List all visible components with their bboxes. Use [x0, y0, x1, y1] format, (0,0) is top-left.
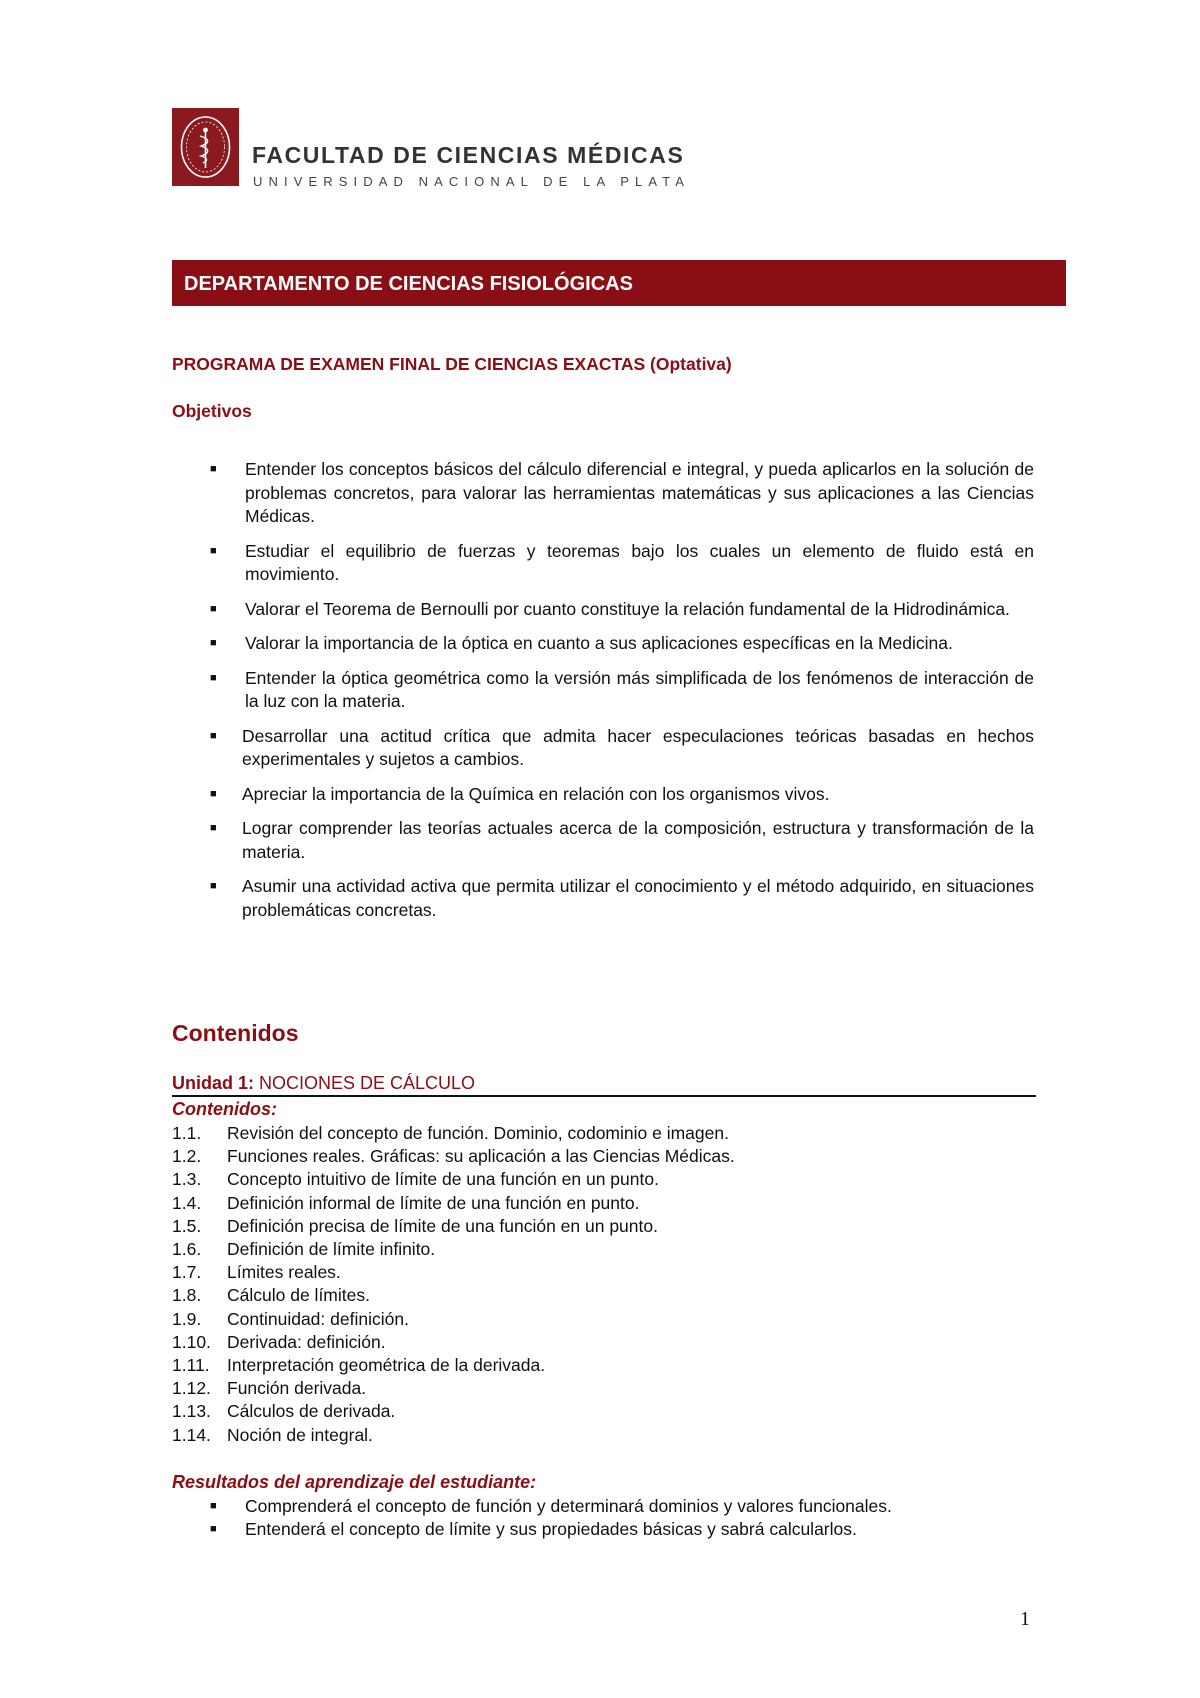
page-number: 1 [1020, 1608, 1030, 1630]
objective-text: Entender la óptica geométrica como la versión más simplificada de los fenómenos de interacción de la luz con la materia. [245, 667, 1034, 711]
faculty-seal-icon [172, 108, 239, 186]
objective-text: Estudiar el equilibrio de fuerzas y teoremas bajo los cuales un elemento de fluido está en movimiento. [245, 540, 1034, 584]
program-title [172, 354, 732, 375]
program-title-main: PROGRAMA DE EXAMEN FINAL DE CIENCIAS EXACTAS [172, 354, 646, 374]
department-banner [172, 260, 1066, 306]
objective-item [172, 598, 1034, 622]
content-row [172, 1331, 735, 1354]
content-number: 1.4. [172, 1192, 202, 1213]
content-text: Cálculos de derivada. [227, 1401, 396, 1422]
content-text: Funciones reales. Gráficas: su aplicación a las Ciencias Médicas. [227, 1146, 735, 1167]
content-number: 1.7. [172, 1262, 202, 1283]
content-number: 1.1. [172, 1123, 202, 1143]
content-text: Derivada: definición. [227, 1331, 386, 1352]
content-row [172, 1424, 735, 1447]
results-list [172, 1495, 892, 1541]
bullet-icon: ■ [210, 637, 217, 649]
content-row [172, 1215, 735, 1238]
objective-item [172, 458, 1034, 529]
unit-heading [172, 1073, 1036, 1097]
content-text: Concepto intuitivo de límite de una función en un punto. [227, 1169, 659, 1190]
content-number: 1.14. [172, 1424, 211, 1445]
content-row [172, 1284, 735, 1307]
objective-text: Valorar la importancia de la óptica en cuanto a sus aplicaciones específicas en la Medicina. [245, 633, 953, 653]
university-name: UNIVERSIDAD NACIONAL DE LA PLATA [253, 174, 690, 189]
content-number: 1.13. [172, 1401, 211, 1422]
objective-text: Asumir una actividad activa que permita utilizar el conocimiento y el método adquirido, en situaciones problemáticas concretas. [242, 876, 1034, 920]
content-number: 1.8. [172, 1285, 202, 1306]
content-row [172, 1354, 735, 1377]
objective-item [172, 783, 1034, 807]
unit-contents-list [172, 1122, 735, 1447]
content-row [172, 1238, 735, 1261]
content-number: 1.3. [172, 1169, 202, 1190]
content-number: 1.10. [172, 1331, 211, 1352]
objective-item [172, 725, 1034, 772]
bullet-icon: ■ [210, 1523, 217, 1536]
department-title: DEPARTAMENTO DE CIENCIAS FISIOLÓGICAS [184, 273, 633, 295]
content-number: 1.5. [172, 1215, 202, 1236]
content-number: 1.11. [172, 1355, 210, 1376]
bullet-icon: ■ [210, 822, 217, 834]
objective-item [172, 667, 1034, 714]
content-row [172, 1308, 735, 1331]
result-text: Comprenderá el concepto de función y determinará dominios y valores funcionales. [245, 1496, 892, 1516]
content-text: Función derivada. [227, 1378, 367, 1399]
results-heading: Resultados del aprendizaje del estudiante: [172, 1472, 537, 1492]
objective-item [172, 817, 1034, 864]
content-text: Revisión del concepto de función. Dominio, codominio e imagen. [227, 1123, 729, 1143]
content-text: Límites reales. [227, 1262, 341, 1283]
unit-label: Unidad 1: [172, 1073, 255, 1093]
objective-text: Lograr comprender las teorías actuales acerca de la composición, estructura y transformación de la materia. [242, 818, 1034, 862]
faculty-logo [172, 108, 239, 186]
result-item [172, 1518, 892, 1541]
unit-title: NOCIONES DE CÁLCULO [254, 1073, 476, 1093]
contents-heading: Contenidos [172, 1020, 299, 1046]
bullet-icon: ■ [210, 787, 217, 800]
program-title-suffix: (Optativa) [645, 354, 732, 374]
result-item [172, 1495, 892, 1518]
bullet-icon: ■ [210, 1500, 217, 1512]
content-text: Definición precisa de límite de una función en un punto. [227, 1215, 658, 1236]
bullet-icon: ■ [210, 671, 217, 684]
result-text: Entenderá el concepto de límite y sus propiedades básicas y sabrá calcularlos. [245, 1519, 857, 1540]
bullet-icon: ■ [210, 880, 217, 892]
content-row [172, 1400, 735, 1423]
content-row [172, 1145, 735, 1168]
content-row [172, 1261, 735, 1284]
faculty-name: FACULTAD DE CIENCIAS MÉDICAS [252, 142, 685, 168]
content-row [172, 1122, 735, 1145]
objective-text: Entender los conceptos básicos del cálculo diferencial e integral, y pueda aplicarlos en la solución de problemas concretos, para valorar las herramientas matemáticas y sus aplicaciones a las Ciencias Médicas. [245, 459, 1034, 526]
objective-text: Desarrollar una actitud crítica que admita hacer especulaciones teóricas basadas en hechos experimentales y sujetos a cambios. [242, 725, 1034, 769]
content-number: 1.6. [172, 1239, 202, 1260]
objective-item [172, 875, 1034, 922]
content-row [172, 1192, 735, 1215]
objective-item [172, 540, 1034, 587]
bullet-icon: ■ [210, 729, 217, 742]
content-text: Noción de integral. [227, 1424, 373, 1445]
content-row [172, 1377, 735, 1400]
content-text: Continuidad: definición. [227, 1308, 409, 1329]
bullet-icon: ■ [210, 602, 217, 615]
content-number: 1.12. [172, 1378, 211, 1399]
content-text: Interpretación geométrica de la derivada. [227, 1355, 546, 1376]
content-row [172, 1168, 735, 1191]
bullet-icon: ■ [210, 463, 217, 475]
objective-text: Apreciar la importancia de la Química en relación con los organismos vivos. [242, 783, 830, 804]
objectives-heading: Objetivos [172, 401, 252, 421]
bullet-icon: ■ [210, 544, 217, 557]
content-text: Cálculo de límites. [227, 1285, 370, 1306]
objective-text: Valorar el Teorema de Bernoulli por cuanto constituye la relación fundamental de la Hidrodinámica. [245, 598, 1010, 619]
content-number: 1.9. [172, 1308, 202, 1329]
content-number: 1.2. [172, 1146, 202, 1167]
content-text: Definición de límite infinito. [227, 1239, 436, 1260]
objective-item [172, 632, 1034, 656]
unit-contents-subheading: Contenidos: [172, 1099, 277, 1119]
content-text: Definición informal de límite de una función en punto. [227, 1192, 640, 1213]
objectives-list [172, 458, 1034, 922]
